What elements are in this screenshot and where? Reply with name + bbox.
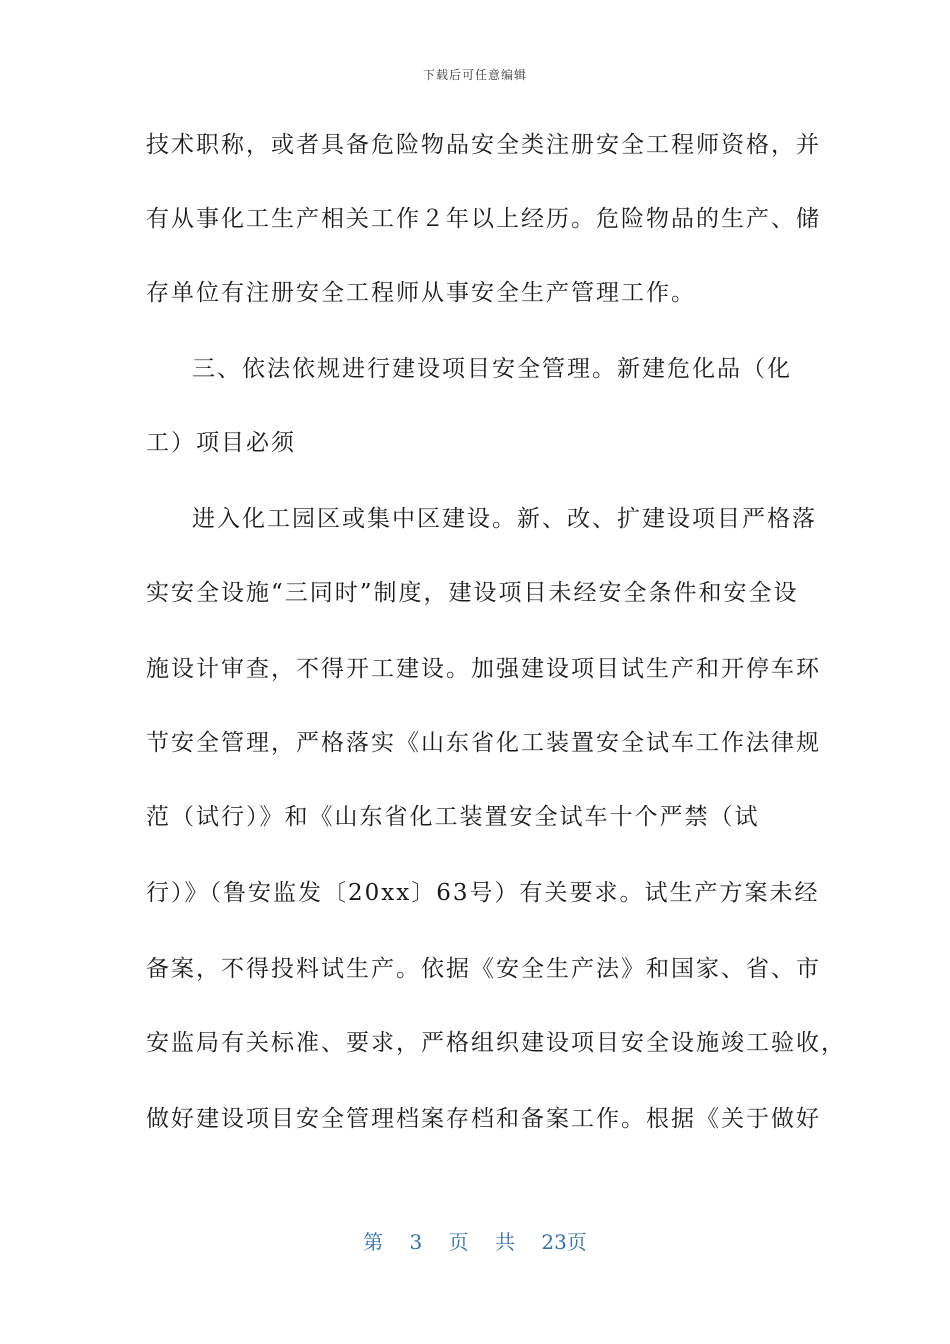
- body-line: 存单位有注册安全工程师从事安全生产管理工作。: [146, 280, 696, 306]
- header-note: 下载后可任意编辑: [422, 68, 527, 82]
- total-label: 共: [495, 1230, 515, 1254]
- page-label: 第: [363, 1230, 384, 1254]
- body-line: 施设计审查，不得开工建设。加强建设项目试生产和开停车环: [146, 656, 821, 682]
- page-number: 3: [409, 1230, 423, 1254]
- page-unit: 页: [448, 1230, 469, 1254]
- body-line: 安监局有关标准、要求，严格组织建设项目安全设施竣工验收，: [146, 1030, 846, 1056]
- body-line: 备案，不得投料试生产。依据《安全生产法》和国家、省、市: [146, 956, 821, 982]
- body-line: 进入化工园区或集中区建设。新、改、扩建设项目严格落: [192, 506, 817, 532]
- section-heading-line: 工）项目必须: [146, 430, 296, 456]
- body-line: 行）》（鲁安监发〔20xx〕63号）有关要求。试生产方案未经: [146, 880, 820, 906]
- body-line: 范（试行）》和《山东省化工装置安全试车十个严禁（试: [146, 804, 760, 830]
- body-line: 技术职称，或者具备危险物品安全类注册安全工程师资格，并: [146, 132, 821, 158]
- body-line: 有从事化工生产相关工作２年以上经历。危险物品的生产、储: [146, 206, 821, 232]
- body-line: 节安全管理，严格落实《山东省化工装置安全试车工作法律规: [146, 730, 821, 756]
- page-footer: [0, 1226, 950, 1255]
- body-line: 做好建设项目安全管理档案存档和备案工作。根据《关于做好: [146, 1106, 821, 1132]
- body-line: 实安全设施“三同时”制度，建设项目未经安全条件和安全设: [146, 580, 799, 606]
- section-heading-line: 三、依法依规进行建设项目安全管理。新建危化品（化: [192, 356, 792, 382]
- total-pages: 23页: [541, 1230, 587, 1254]
